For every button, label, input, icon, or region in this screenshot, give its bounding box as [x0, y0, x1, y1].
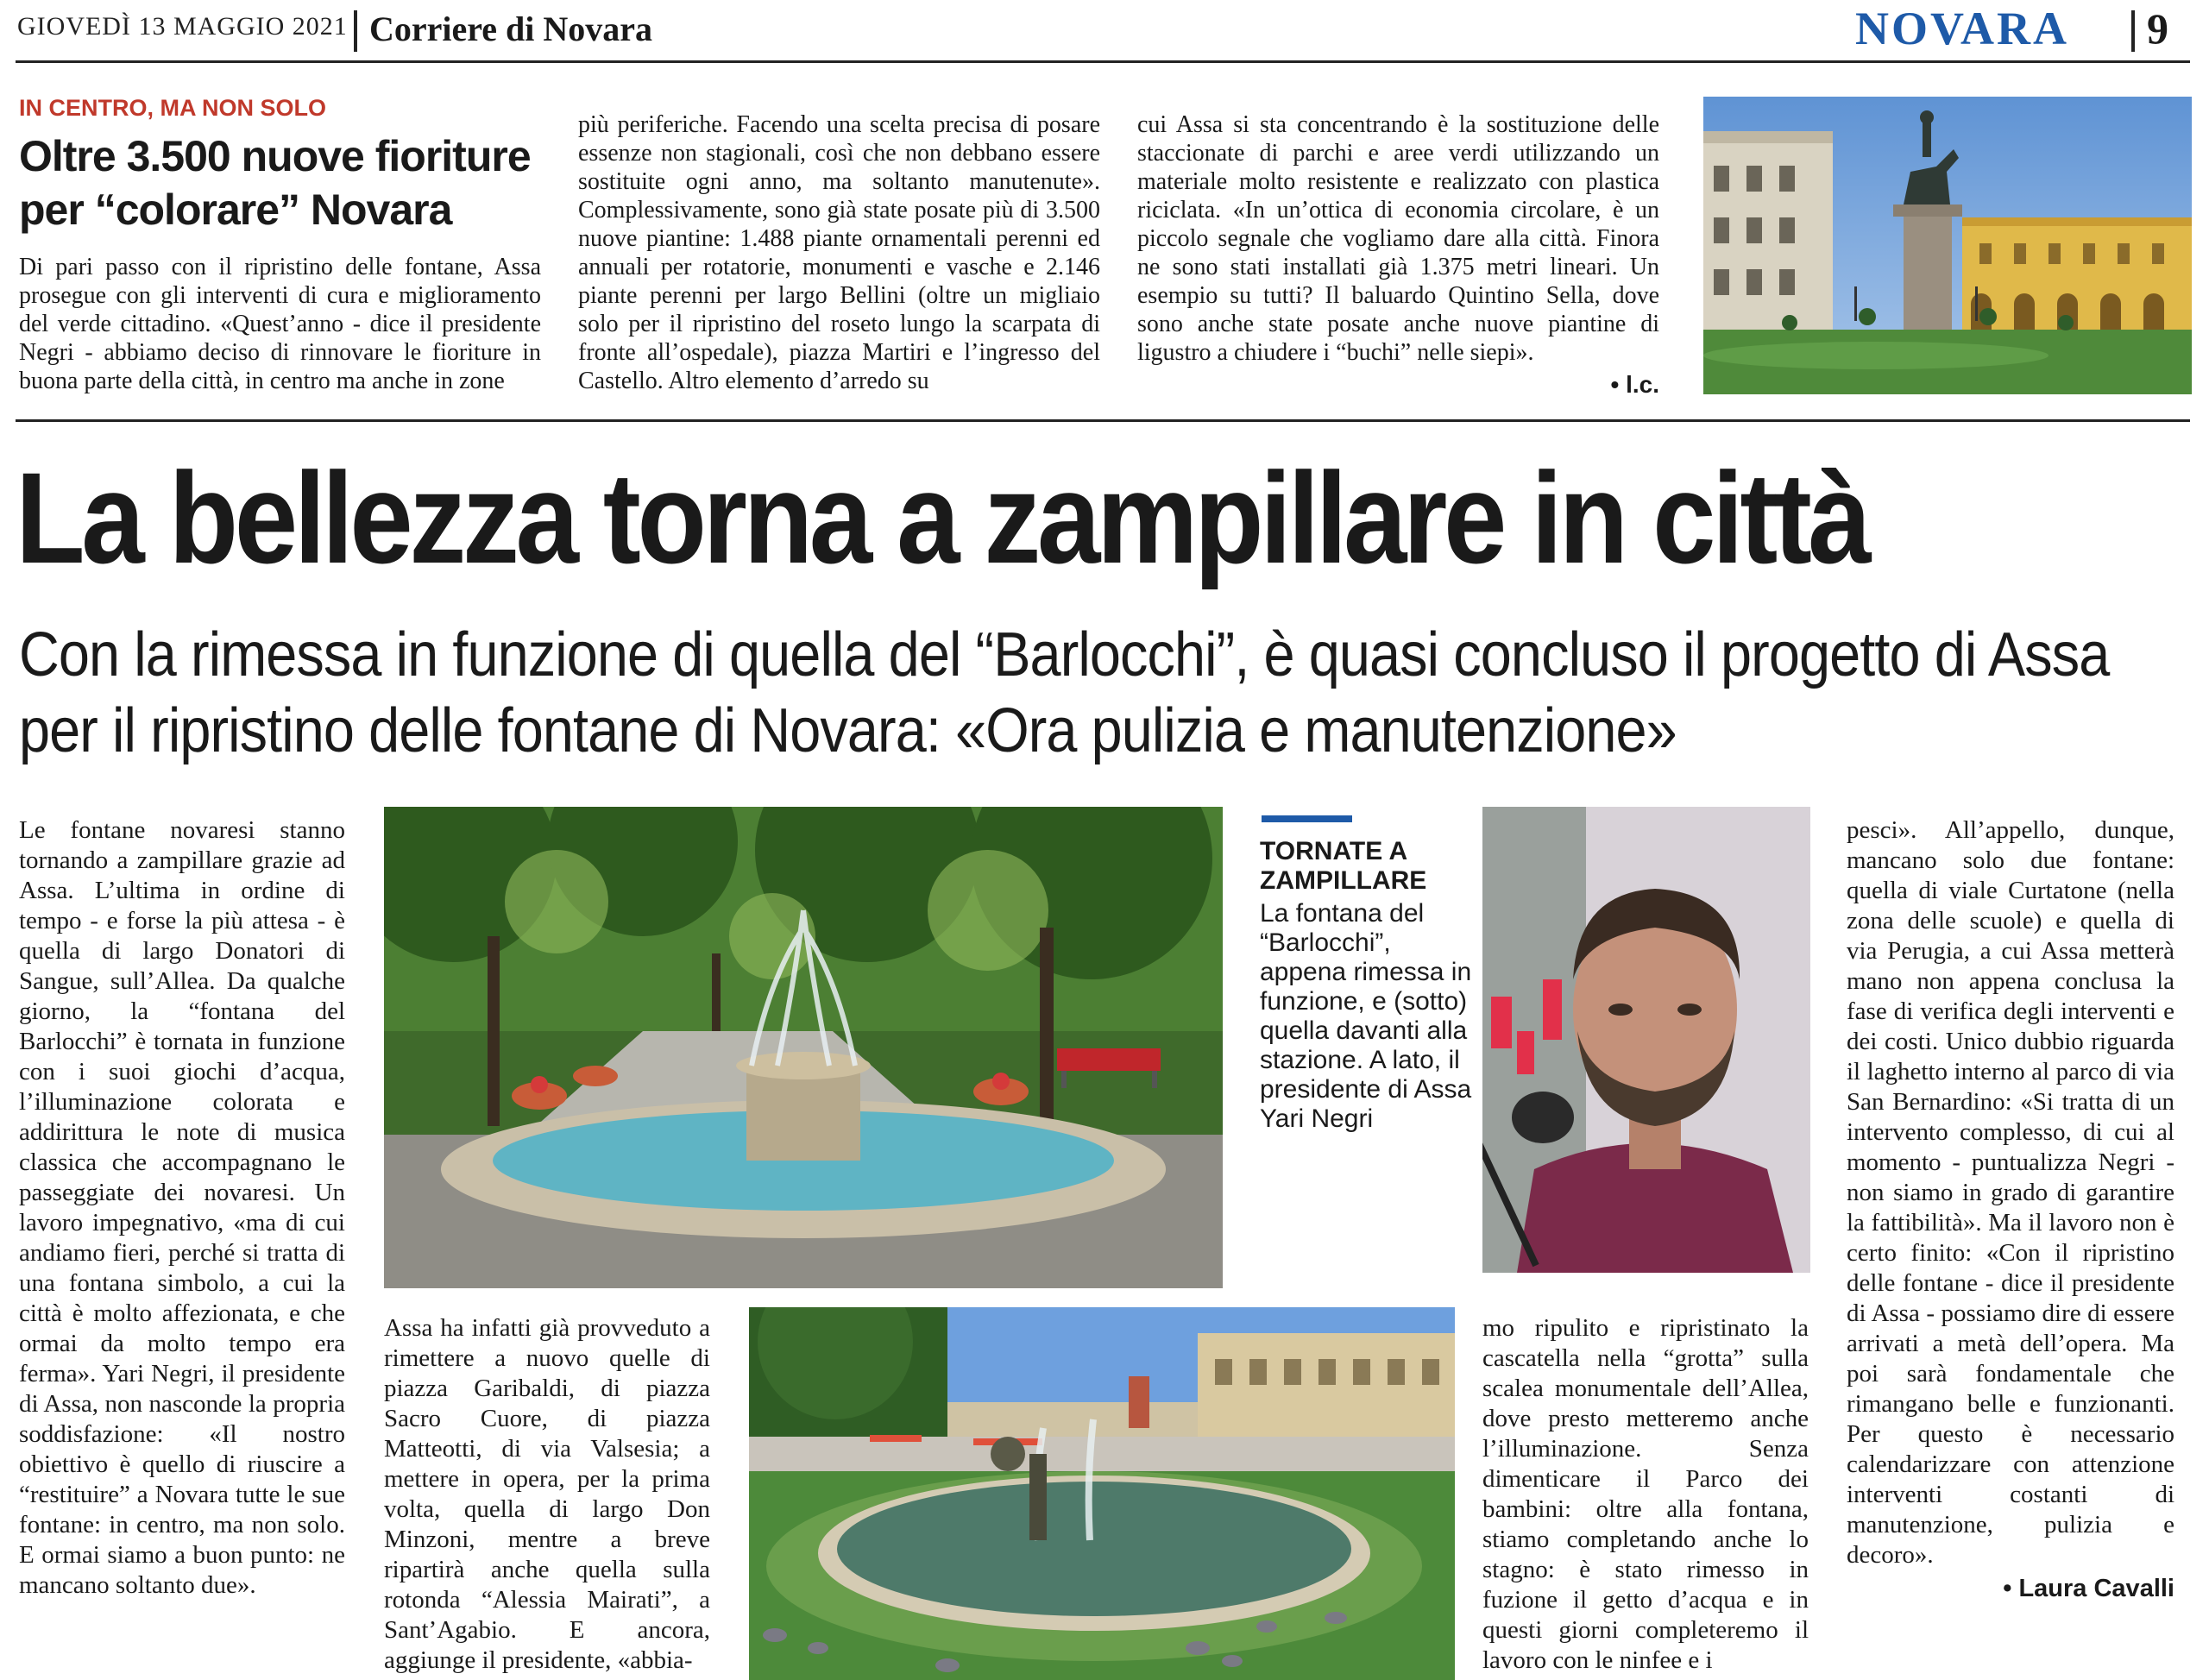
station-fountain-photo — [749, 1307, 1455, 1680]
page-number-divider — [2131, 10, 2135, 52]
section-rule — [16, 419, 2190, 422]
caption-text: La fontana del “Barlocchi”, appena rimessa in funzione, e (sotto) quella davanti alla stazione. A lato, il presidente di Assa Yari Negri — [1260, 899, 1472, 1133]
brief-paragraph: cui Assa si sta concentrando è la sostituzione delle staccionate di parchi e aree verdi utilizzando un materiale molto resistente e realizzato con plastica riciclata. «In un’ottica di economia circolare, è un piccolo segnale che vogliamo dare alla città. Finora ne sono stati installati già 1.375 metri lineari. Un esempio su tutti? Il baluardo Quintino Sella, dove sono anche state posate anche nuove piantine di ligustro a chiudere i “buchi” nelle siepi». — [1137, 111, 1659, 366]
president-portrait-photo — [1482, 807, 1810, 1273]
brief-paragraph: più periferiche. Facendo una scelta precisa di posare essenze non stagionali, così che non debbano essere sostituite ogni anno, ma soltanto manutenute». Complessivamente, sono già state posate più di 3.500 nuove piantine: 1.488 piante ornamentali perenni ed annuali per rotatorie, monumenti e vasche e 2.146 piante perenni per largo Bellini (oltre un migliaio solo per il ripristino del roseto lungo la scarpata di fronte all’ospedale), piazza Martiri e l’ingresso del Castello. Altro elemento d’arredo su — [578, 111, 1100, 394]
brief-signature: • l.c. — [1610, 371, 1659, 398]
article-column-1 — [19, 815, 345, 1601]
caption-kicker: TORNATE A ZAMPILLARE — [1260, 837, 1427, 895]
article-signature: • Laura Cavalli — [2003, 1575, 2174, 1602]
article-paragraph: pesci». All’appello, dunque, mancano solo due fontane: quella di viale Curtatone (nella zona delle scuole) e quella di via Perugia, a cui Assa metterà mano non appena conclusa la fase di verifica degli interventi e dei costi. Unico dubbio riguarda il laghetto interno al parco di via San Bernardino: «Si tratta di un intervento complesso, di cui al momento - puntualizza Negri - non siamo in grado di garantire la fattibilità». Ma il lavoro non è certo finito: «Con il ripristino delle fontane - dice il presidente di Assa - possiamo dire di essere arrivati a metà dell’opera. Ma poi sarà fondamentale che rimangano belle e funzionanti. Per questo è necessario calendarizzare con attenzione interventi costanti di manutenzione, pulizia e decoro». — [1847, 816, 2174, 1569]
header-rule — [16, 60, 2190, 63]
main-subheadline: Con la rimessa in funzione di quella del “Barlocchi”, è quasi concluso il progetto di Assa per il ripristino delle fontane di Novara: «Ora pulizia e manutenzione» — [19, 620, 2110, 765]
brief-column-3 — [1137, 110, 1659, 399]
edition-date: GIOVEDÌ 13 MAGGIO 2021 — [17, 12, 348, 41]
brief-kicker: IN CENTRO, MA NON SOLO — [19, 95, 326, 121]
article-column-2 — [384, 1313, 710, 1676]
brief-column-1 — [19, 253, 541, 395]
page-number: 9 — [2147, 4, 2168, 53]
article-column-4 — [1847, 815, 2174, 1604]
section-name: NOVARA — [1855, 3, 2070, 54]
main-headline: La bellezza torna a zampillare in città — [16, 445, 1868, 590]
barlocchi-fountain-photo — [384, 807, 1223, 1288]
article-column-3 — [1482, 1313, 1809, 1676]
brief-title: Oltre 3.500 nuove fioriture per “colorare” Novara — [19, 132, 531, 234]
article-paragraph: Assa ha infatti già provveduto a rimettere a nuovo quelle di piazza Garibaldi, di piazza Sacro Cuore, di piazza Matteotti, di via Valsesia; a mettere in opera, per la prima volta, quella di largo Don Minzoni, mentre a breve ripartirà anche quella sulla rotonda “Alessia Mairati”, a Sant’Agabio. E ancora, aggiunge il presidente, «abbia- — [384, 1314, 710, 1674]
newspaper-name: Corriere di Novara — [369, 9, 653, 48]
header-divider — [354, 10, 357, 52]
caption-accent-bar — [1262, 815, 1352, 822]
brief-paragraph: Di pari passo con il ripristino delle fontane, Assa prosegue con gli interventi di cura e miglioramento del verde cittadino. «Quest’anno - dice il presidente Negri - abbiamo deciso di rinnovare le fioriture in buona parte della città, in centro ma anche in zone — [19, 254, 541, 394]
monument-square-photo — [1703, 97, 2192, 394]
brief-column-2 — [578, 110, 1100, 395]
article-paragraph: Le fontane novaresi stanno tornando a zampillare grazie ad Assa. L’ultima in ordine di tempo - e forse la più attesa - è quella di largo Donatori di Sangue, sull’Allea. Da qualche giorno, la “fontana del Barlocchi” è tornata in funzione con i suoi giochi d’acqua, l’illuminazione colorata e addirittura le note di musica classica che accompagnano le passeggiate dei novaresi. Un lavoro impegnativo, «ma di cui andiamo fieri, perché si tratta di una fontana simbolo, a cui la città è molto affezionata, e che ormai da molto tempo era ferma». Yari Negri, il presidente di Assa, non nasconde la propria soddisfazione: «Il nostro obiettivo è quello di riuscire a “restituire” a Novara tutte le sue fontane: in centro, ma non solo. E ormai siamo a buon punto: ne mancano soltanto due». — [19, 816, 345, 1599]
article-paragraph: mo ripulito e ripristinato la cascatella nella “grotta” sulla scalea monumentale dell’Allea, dove presto metteremo anche l’illuminazione. Senza dimenticare il Parco dei bambini: oltre alla fontana, stiamo completando anche lo stagno: è stato rimesso in fuzione il getto d’acqua e in questi giorni completeremo il lavoro con le ninfee e i — [1482, 1314, 1809, 1674]
